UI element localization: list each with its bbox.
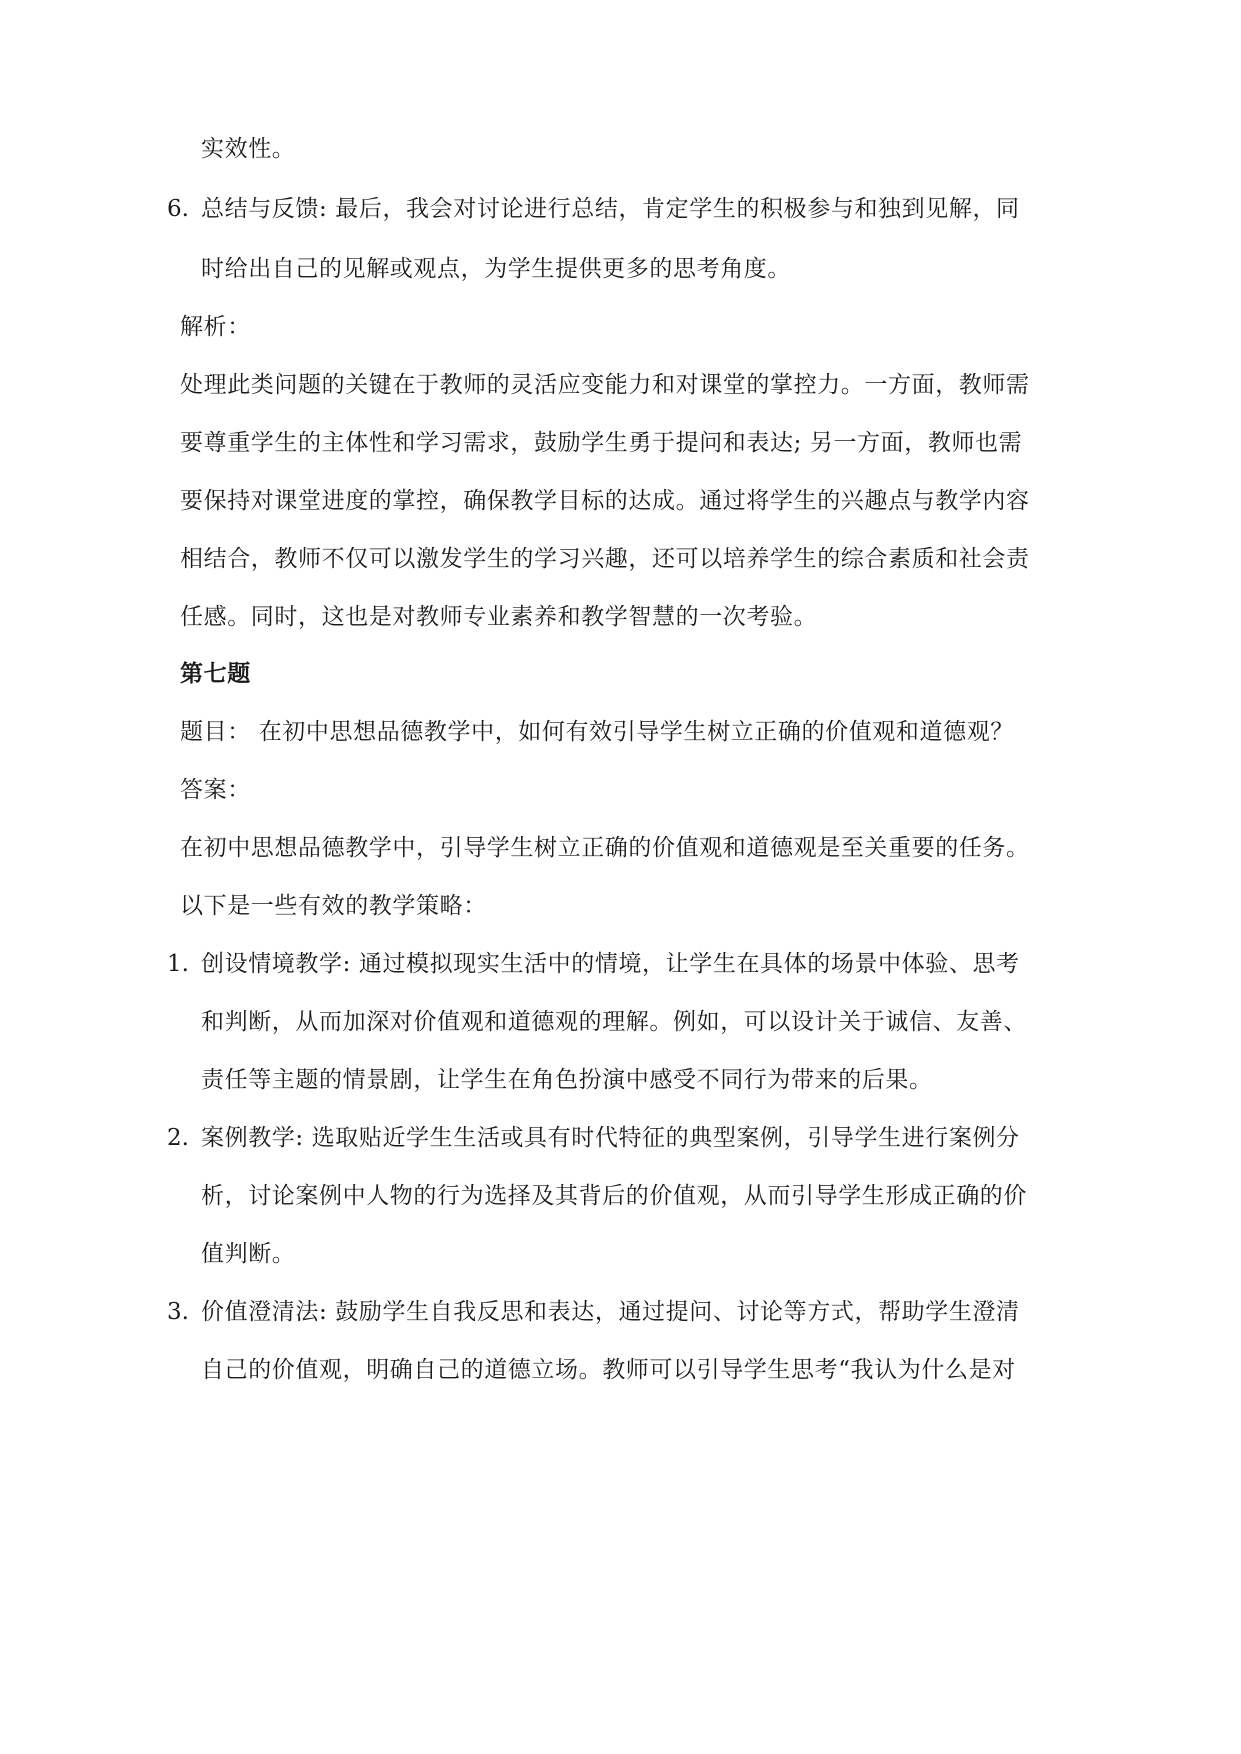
list-item-text: 案例教学: 选取贴近学生生活或具有时代特征的典型案例，引导学生进行案例分 xyxy=(201,1125,1020,1151)
list-item-text: 值判断。 xyxy=(201,1241,296,1267)
list-item-text: 时给出自己的见解或观点，为学生提供更多的思考角度。 xyxy=(201,256,791,282)
list-item-text: 自己的价值观，明确自己的道德立场。教师可以引导学生思考“我认为什么是对 xyxy=(201,1357,1016,1383)
list-item-text: 总结与反馈: 最后，我会对讨论进行总结，肯定学生的积极参与和独到见解，同 xyxy=(201,196,1020,222)
list-item-text: 责任等主题的情景剧，让学生在角色扮演中感受不同行为带来的后果。 xyxy=(201,1067,933,1093)
analysis-text: 要尊重学生的主体性和学习需求，鼓励学生勇于提问和表达; 另一方面，教师也需 xyxy=(180,430,1023,456)
question-text: 题目： 在初中思想品德教学中，如何有效引导学生树立正确的价值观和道德观？ xyxy=(180,719,1014,745)
analysis-text: 任感。同时，这也是对教师专业素养和教学智慧的一次考验。 xyxy=(180,604,818,630)
list-item-text: 析，讨论案例中人物的行为选择及其背后的价值观，从而引导学生形成正确的价 xyxy=(201,1183,1027,1209)
analysis-label: 解析： xyxy=(180,314,251,340)
answer-label: 答案： xyxy=(180,777,251,803)
continuation-text: 实效性。 xyxy=(201,136,296,162)
list-item-text: 和判断，从而加深对价值观和道德观的理解。例如，可以设计关于诚信、友善、 xyxy=(201,1009,1027,1035)
list-item-number: 1. xyxy=(167,951,189,977)
list-item-number: 3. xyxy=(167,1299,189,1325)
list-item-number: 2. xyxy=(167,1125,189,1151)
section-heading: 第七题 xyxy=(180,660,251,687)
analysis-text: 相结合，教师不仅可以激发学生的学习兴趣，还可以培养学生的综合素质和社会责 xyxy=(180,546,1030,572)
analysis-text: 要保持对课堂进度的掌控，确保教学目标的达成。通过将学生的兴趣点与教学内容 xyxy=(180,488,1030,514)
intro-text: 以下是一些有效的教学策略： xyxy=(180,893,487,919)
intro-text: 在初中思想品德教学中，引导学生树立正确的价值观和道德观是至关重要的任务。 xyxy=(180,835,1030,861)
list-item-number: 6. xyxy=(167,196,189,222)
analysis-text: 处理此类问题的关键在于教师的灵活应变能力和对课堂的掌控力。一方面，教师需 xyxy=(180,372,1030,398)
list-item-text: 创设情境教学: 通过模拟现实生活中的情境，让学生在具体的场景中体验、思考 xyxy=(201,951,1020,977)
list-item-text: 价值澄清法: 鼓励学生自我反思和表达，通过提问、讨论等方式，帮助学生澄清 xyxy=(201,1299,1020,1325)
